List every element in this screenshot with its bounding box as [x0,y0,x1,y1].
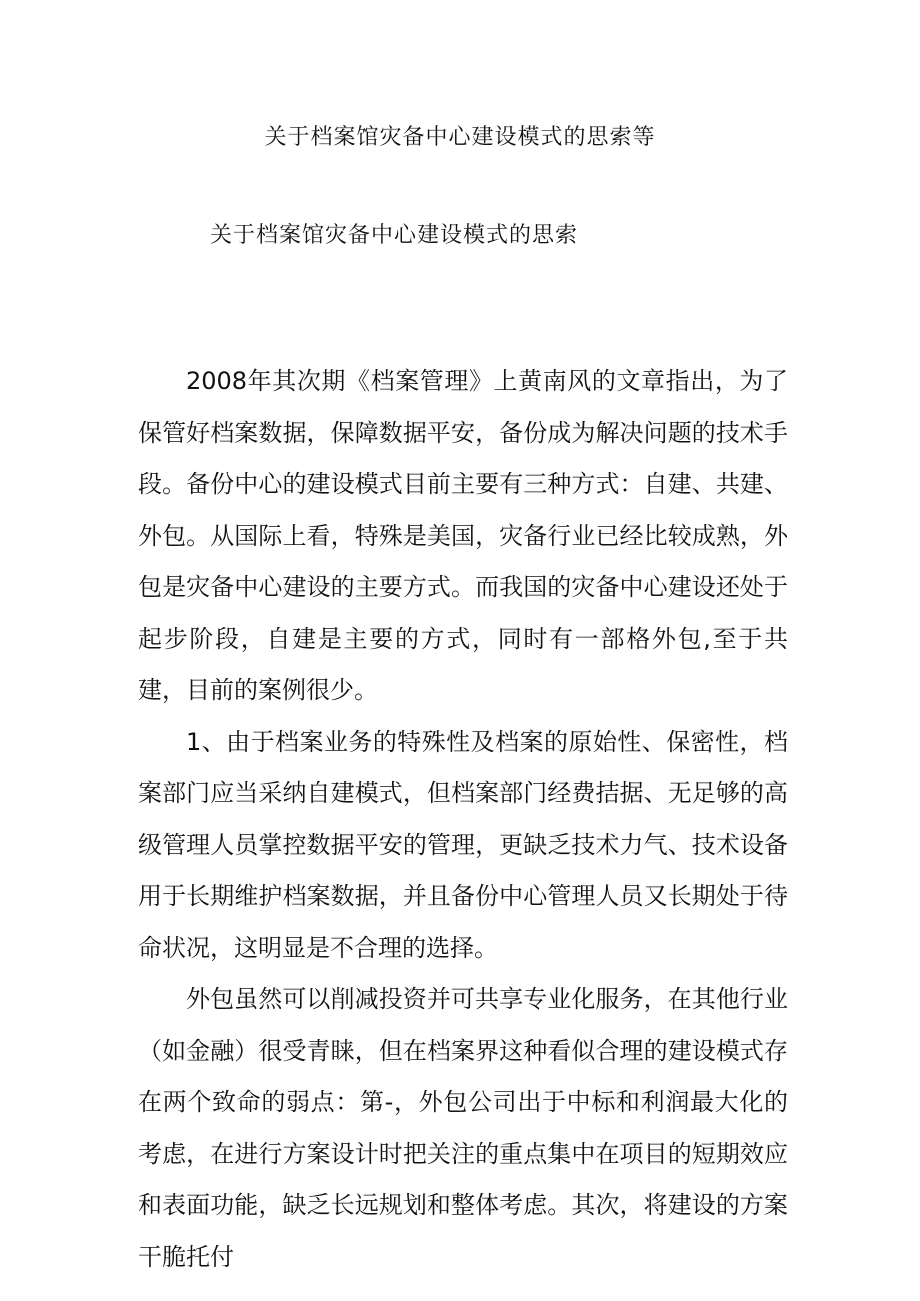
document-subtitle: 关于档案馆灾备中心建设模式的思索 [210,223,579,248]
paragraph-3: 外包虽然可以削减投资并可共享专业化服务，在其他行业（如金融）很受青睐，但在档案界这种看似合理的建设模式存在两个致命的弱点：第-，外包公司出于中标和利润最大化的考虑，在进行方案设计时把关注的重点集中在项目的短期效应和表面功能，缺乏长远规划和整体考虑。其次，将建设的方案干脆托付 [138,985,788,1271]
document-title: 关于档案馆灾备中心建设模式的思索等 [264,125,656,150]
document-body [138,356,788,1283]
paragraph-1: 2008年其次期《档案管理》上黄南风的文章指出，为了保管好档案数据，保障数据平安，备份成为解决问题的技术手段。备份中心的建设模式目前主要有三种方式：自建、共建、外包。从国际上看，特殊是美国，灾备行业已经比较成熟，外包是灾备中心建设的主要方式。而我国的灾备中心建设还处于起步阶段，自建是主要的方式，同时有一部格外包,至于共建，目前的案例很少。 [138,367,788,704]
paragraph-2: 1、由于档案业务的特殊性及档案的原始性、保密性，档案部门应当采纳自建模式，但档案部门经费拮据、无足够的高级管理人员掌控数据平安的管理，更缺乏技术力气、技术设备用于长期维护档案数据，并且备份中心管理人员又长期处于待命状况，这明显是不合理的选择。 [138,727,788,962]
